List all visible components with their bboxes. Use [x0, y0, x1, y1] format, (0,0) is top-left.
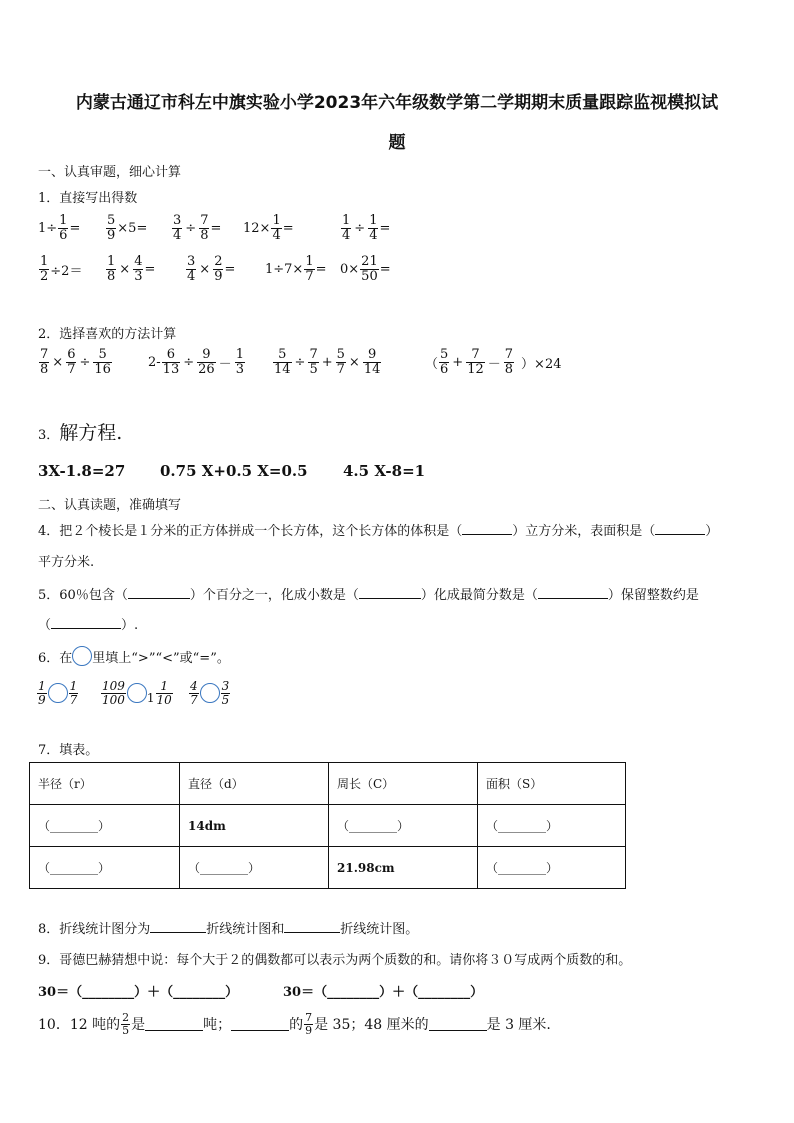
q7-label: 7．填表。: [38, 743, 99, 758]
table-cell[interactable]: （________）: [329, 805, 478, 847]
q1-expr-6: $\frac{1}{2}$ ÷2＝: [40, 254, 83, 284]
q1-label: 1．直接写出得数: [38, 191, 138, 206]
q8-blank-2[interactable]: [284, 920, 340, 933]
table-cell: 21.98cm: [329, 847, 478, 889]
q6-compare-circle-1[interactable]: [48, 683, 68, 703]
q3-equation-2: 0.75 X+0.5 X=0.5: [160, 462, 308, 480]
q10-blank-1[interactable]: [145, 1018, 203, 1031]
q4-blank-area[interactable]: [655, 522, 705, 535]
q1-expr-2: $\frac{5}{9}$ ×5=: [107, 213, 148, 243]
table-header-row: [30, 763, 626, 805]
table-row: [30, 847, 626, 889]
q6-item-3: $\frac{4}{7}$ $\frac{3}{5}$: [190, 679, 230, 707]
q5-blank-3[interactable]: [538, 586, 608, 599]
q1-expr-4: 12× $\frac{1}{4}$ =: [243, 213, 294, 243]
q8-blank-1[interactable]: [150, 920, 206, 933]
q1-expr-7: $\frac{1}{8}$ × $\frac{4}{3}$ =: [107, 254, 156, 284]
page-title: 内蒙古通辽市科左中旗实验小学2023年六年级数学第二学期期末质量跟踪监视模拟试: [75, 93, 719, 113]
q1-expr-5: $\frac{1}{4}$ ÷ $\frac{1}{4}$ =: [342, 213, 391, 243]
section-2-heading: 二、认真读题，准确填写: [38, 498, 182, 513]
q3-label: 3．解方程.: [38, 422, 123, 444]
q8-text: 8．折线统计图分为 折线统计图和 折线统计图。: [38, 922, 419, 937]
q5-blank-1[interactable]: [128, 586, 190, 599]
q3-equation-3: 4.5 X-8=1: [343, 462, 426, 480]
table-cell[interactable]: （________）: [30, 805, 180, 847]
table-cell: 14dm: [180, 805, 329, 847]
table-row: [30, 805, 626, 847]
q1-expr-1: 1÷ $\frac{1}{6}$ =: [38, 213, 81, 243]
q1-expr-3: $\frac{3}{4}$ ÷ $\frac{7}{8}$ =: [173, 213, 222, 243]
table-cell[interactable]: （________）: [180, 847, 329, 889]
q5-text: 5．60％包含（ ）个百分之一，化成小数是（ ）化成最简分数是（ ）保留整数约是: [38, 588, 699, 603]
q3-equation-1: 3X-1.8=27: [38, 462, 126, 480]
table-cell[interactable]: （________）: [30, 847, 180, 889]
header-diameter: 直径（d）: [180, 763, 329, 805]
q2-expr-3: $\frac{5}{14}$ ÷ $\frac{7}{5}$ + $\frac{5}{7}$ × $\frac{9}{14}$: [274, 347, 381, 377]
q10-blank-2[interactable]: [231, 1018, 289, 1031]
q9-answer-2[interactable]: 30＝（________）＋（________）: [283, 985, 484, 1000]
q10-text: 10．12 吨的 $\frac{2}{5}$ 是 吨； 的 $\frac{7}{9}$ 是 35；48 厘米的 是 3 厘米.: [38, 1011, 551, 1037]
q2-expr-4: （ $\frac{5}{6}$ + $\frac{7}{12}$ － $\frac{7}{8}$ ）×24: [425, 347, 562, 377]
q2-expr-2: 2- $\frac{6}{13}$ ÷ $\frac{9}{26}$ － $\frac{1}{3}$: [148, 347, 244, 377]
q4-text: 4．把２个棱长是１分米的正方体拼成一个长方体，这个长方体的体积是（ ）立方分米，表面积是（ ）: [38, 524, 719, 539]
q4-blank-volume[interactable]: [462, 522, 512, 535]
q6-compare-circle-3[interactable]: [200, 683, 220, 703]
q10-blank-3[interactable]: [429, 1018, 487, 1031]
q1-expr-9: 1÷7× $\frac{1}{7}$ =: [265, 254, 327, 284]
page-title-continued: 题: [388, 133, 406, 153]
q1-expr-10: 0× $\frac{21}{50}$ =: [340, 254, 391, 284]
q1-expr-8: $\frac{3}{4}$ × $\frac{2}{9}$ =: [187, 254, 236, 284]
q6-text: 6．在 里填上“>”“<”或“=”。: [38, 646, 230, 666]
section-1-heading: 一、认真审题，细心计算: [38, 165, 182, 180]
circle-table: [29, 762, 626, 889]
q5-text-cont: （ ）.: [38, 618, 139, 633]
q5-blank-2[interactable]: [359, 586, 421, 599]
q2-label: 2．选择喜欢的方法计算: [38, 327, 177, 342]
header-area: 面积（S）: [478, 763, 626, 805]
q9-answer-1[interactable]: 30＝（________）＋（________）: [38, 985, 239, 1000]
compare-circle-icon: [72, 646, 92, 666]
q5-blank-4[interactable]: [51, 616, 121, 629]
header-radius: 半径（r）: [30, 763, 180, 805]
q6-compare-circle-2[interactable]: [127, 683, 147, 703]
q4-text-cont: 平方分米.: [38, 555, 95, 570]
q6-item-1: $\frac{1}{9}$ $\frac{1}{7}$: [38, 679, 78, 707]
header-circumference: 周长（C）: [329, 763, 478, 805]
q6-item-2: $\frac{109}{100}$ 1 $\frac{1}{10}$: [102, 679, 172, 707]
q9-text: 9．哥德巴赫猜想中说：每个大于２的偶数都可以表示为两个质数的和。请你将３０写成两个质数的和。: [38, 953, 632, 968]
q2-expr-1: $\frac{7}{8}$ × $\frac{6}{7}$ ÷ $\frac{5}{16}$: [40, 347, 111, 377]
table-cell[interactable]: （________）: [478, 847, 626, 889]
table-cell[interactable]: （________）: [478, 805, 626, 847]
